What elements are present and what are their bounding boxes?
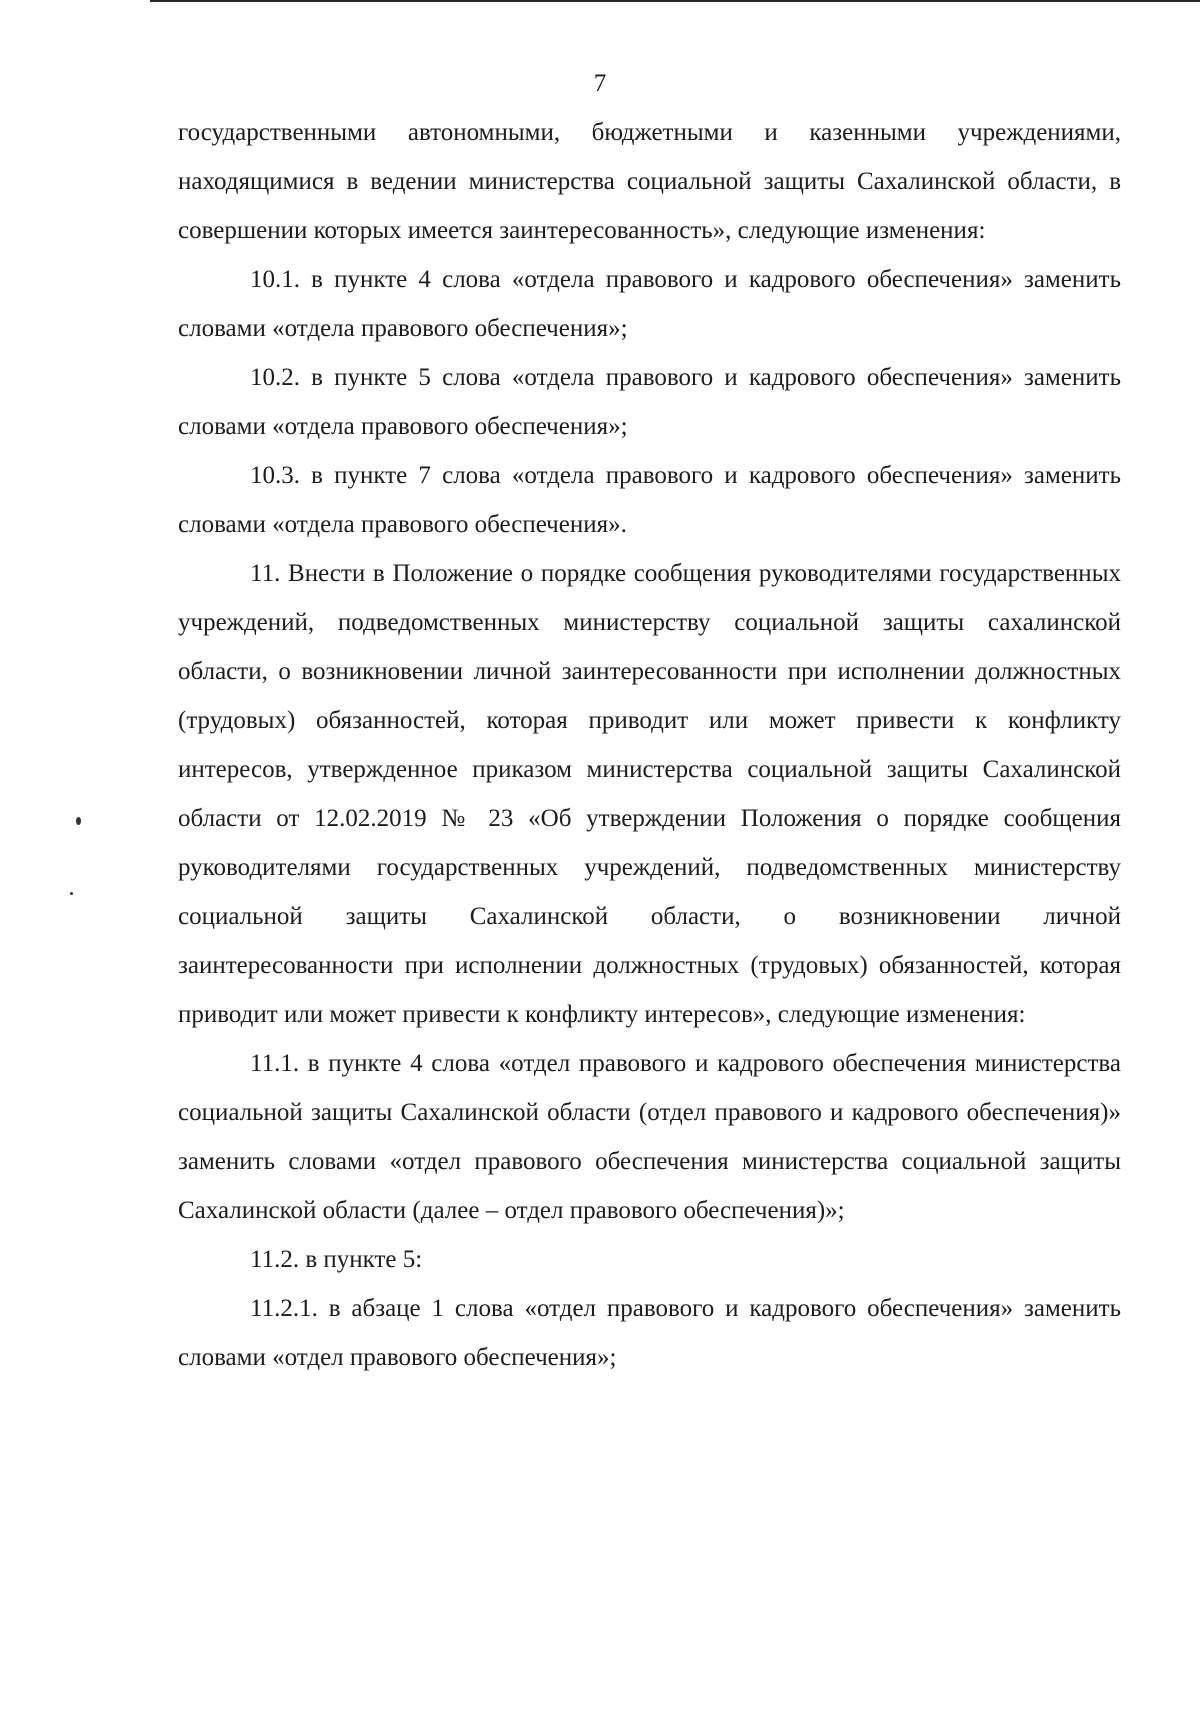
- scan-top-edge: [150, 0, 1200, 2]
- paragraph-item-10-1: 10.1. в пункте 4 слова «отдела правового и кадрового обеспечения» заменить словами «отдела правового обеспечения»;: [178, 266, 1121, 342]
- paragraph-item-10-2: 10.2. в пункте 5 слова «отдела правового и кадрового обеспечения» заменить словами «отдела правового обеспечения»;: [178, 364, 1121, 440]
- paragraph-continuation: государственными автономными, бюджетными и казенными учреждениями, находящимися в ведении министерства социальной защиты Сахалинской области, в совершении которых имеется заинтересованность», следующие изменения:: [178, 119, 1121, 244]
- scan-speck: [70, 892, 73, 895]
- paragraph-item-10-3: 10.3. в пункте 7 слова «отдела правового и кадрового обеспечения» заменить словами «отдела правового обеспечения».: [178, 462, 1121, 538]
- page-number: 7: [593, 70, 607, 97]
- document-body: [178, 108, 1121, 1382]
- scan-speck: [76, 817, 81, 825]
- paragraph-item-11: 11. Внести в Положение о порядке сообщения руководителями государственных учреждений, подведомственных министерству социальной защиты сахалинской области, о возникновении личной заинтересованности при исполнении должностных (трудовых) обязанностей, которая приводит или может привести к конфликту интересов, утвержденное приказом министерства социальной защиты Сахалинской области от 12.02.2019 № 23 «Об утверждении Положения о порядке сообщения руководителями государственных учреждений, подведомственных министерству социальной защиты Сахалинской области, о возникновении личной заинтересованности при исполнении должностных (трудовых) обязанностей, которая приводит или может привести к конфликту интересов», следующие изменения:: [178, 560, 1121, 1028]
- paragraph-item-11-2: 11.2. в пункте 5:: [250, 1246, 423, 1273]
- paragraph-item-11-1: 11.1. в пункте 4 слова «отдел правового и кадрового обеспечения министерства социальной защиты Сахалинской области (отдел правового и кадрового обеспечения)» заменить словами «отдел правового обеспечения министерства социальной защиты Сахалинской области (далее – отдел правового обеспечения)»;: [178, 1050, 1121, 1224]
- paragraph-item-11-2-1: 11.2.1. в абзаце 1 слова «отдел правового и кадрового обеспечения» заменить словами «отдел правового обеспечения»;: [178, 1295, 1121, 1371]
